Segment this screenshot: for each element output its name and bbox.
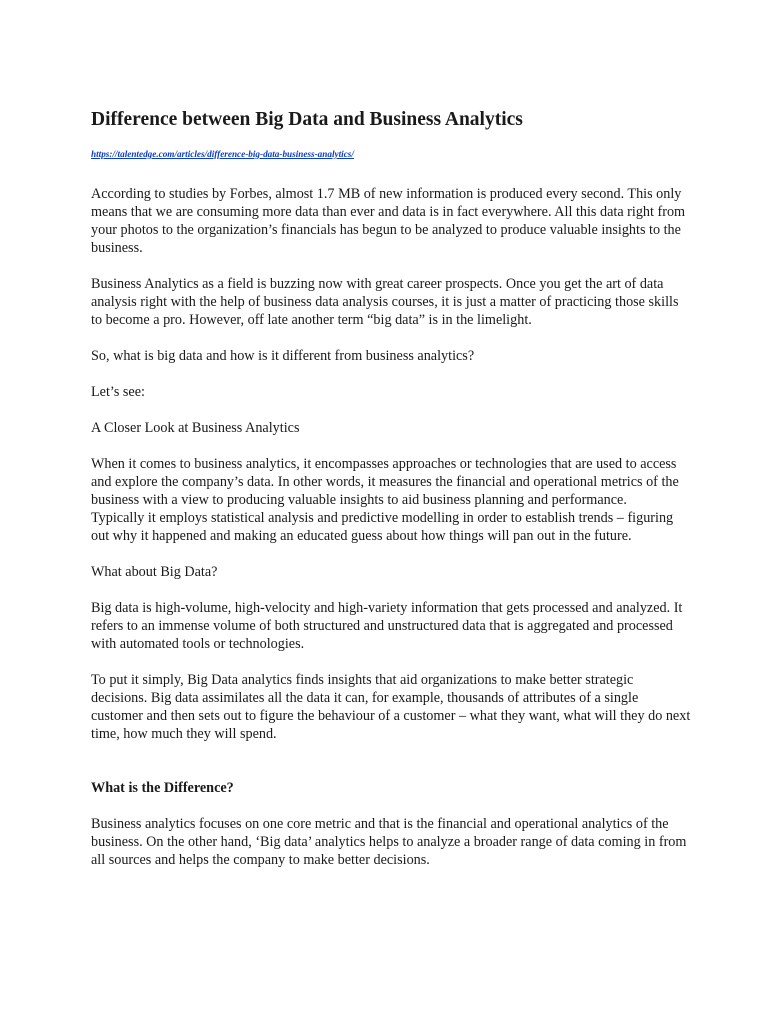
paragraph-big-data-simply: To put it simply, Big Data analytics finds insights that aid organizations to make better strategic decisions. Big data assimilates all the data it can, for example, thousands of attributes of a single customer and then sets out to figure the behaviour of a customer – what they want, what will they do next time, how much they will spend. [91, 672, 691, 742]
paragraph-business-analytics: When it comes to business analytics, it encompasses approaches or technologies that are used to access and explore the company’s data. In other words, it measures the financial and operational metrics of the business with a view to producing valuable insights to aid business planning and performance. [91, 456, 679, 508]
paragraph-big-data: Big data is high-volume, high-velocity and high-variety information that gets processed and analyzed. It refers to an immense volume of both structured and unstructured data that is aggregated and processed with automated tools or technologies. [91, 600, 683, 652]
article-body [91, 104, 691, 887]
paragraph-lets-see: Let’s see: [91, 384, 145, 400]
heading-difference: What is the Difference? [91, 780, 234, 796]
subheading-business-analytics: A Closer Look at Business Analytics [91, 420, 300, 436]
article-title: Difference between Big Data and Business Analytics [91, 109, 523, 130]
paragraph-career: Business Analytics as a field is buzzing now with great career prospects. Once you get the art of data analysis right with the help of business data analysis courses, it is just a matter of practicing those skills to become a pro. However, off late another term “big data” is in the limelight. [91, 276, 679, 328]
paragraph-difference: Business analytics focuses on one core metric and that is the financial and operational analytics of the business. On the other hand, ‘Big data’ analytics helps to analyze a broader range of data coming in from all sources and helps the company to make better decisions. [91, 816, 687, 868]
paragraph-statistical: Typically it employs statistical analysis and predictive modelling in order to establish trends – figuring out why it happened and making an educated guess about how things will pan out in the future. [91, 510, 674, 544]
source-link[interactable]: https://talentedge.com/articles/difference-big-data-business-analytics/ [91, 149, 354, 159]
paragraph-question: So, what is big data and how is it different from business analytics? [91, 348, 475, 364]
subheading-big-data: What about Big Data? [91, 564, 218, 580]
paragraph-intro: According to studies by Forbes, almost 1.7 MB of new information is produced every second. This only means that we are consuming more data than ever and data is in fact everywhere. All this data right from your photos to the organization’s financials has begun to be analyzed to produce valuable insights to the business. [91, 186, 686, 256]
